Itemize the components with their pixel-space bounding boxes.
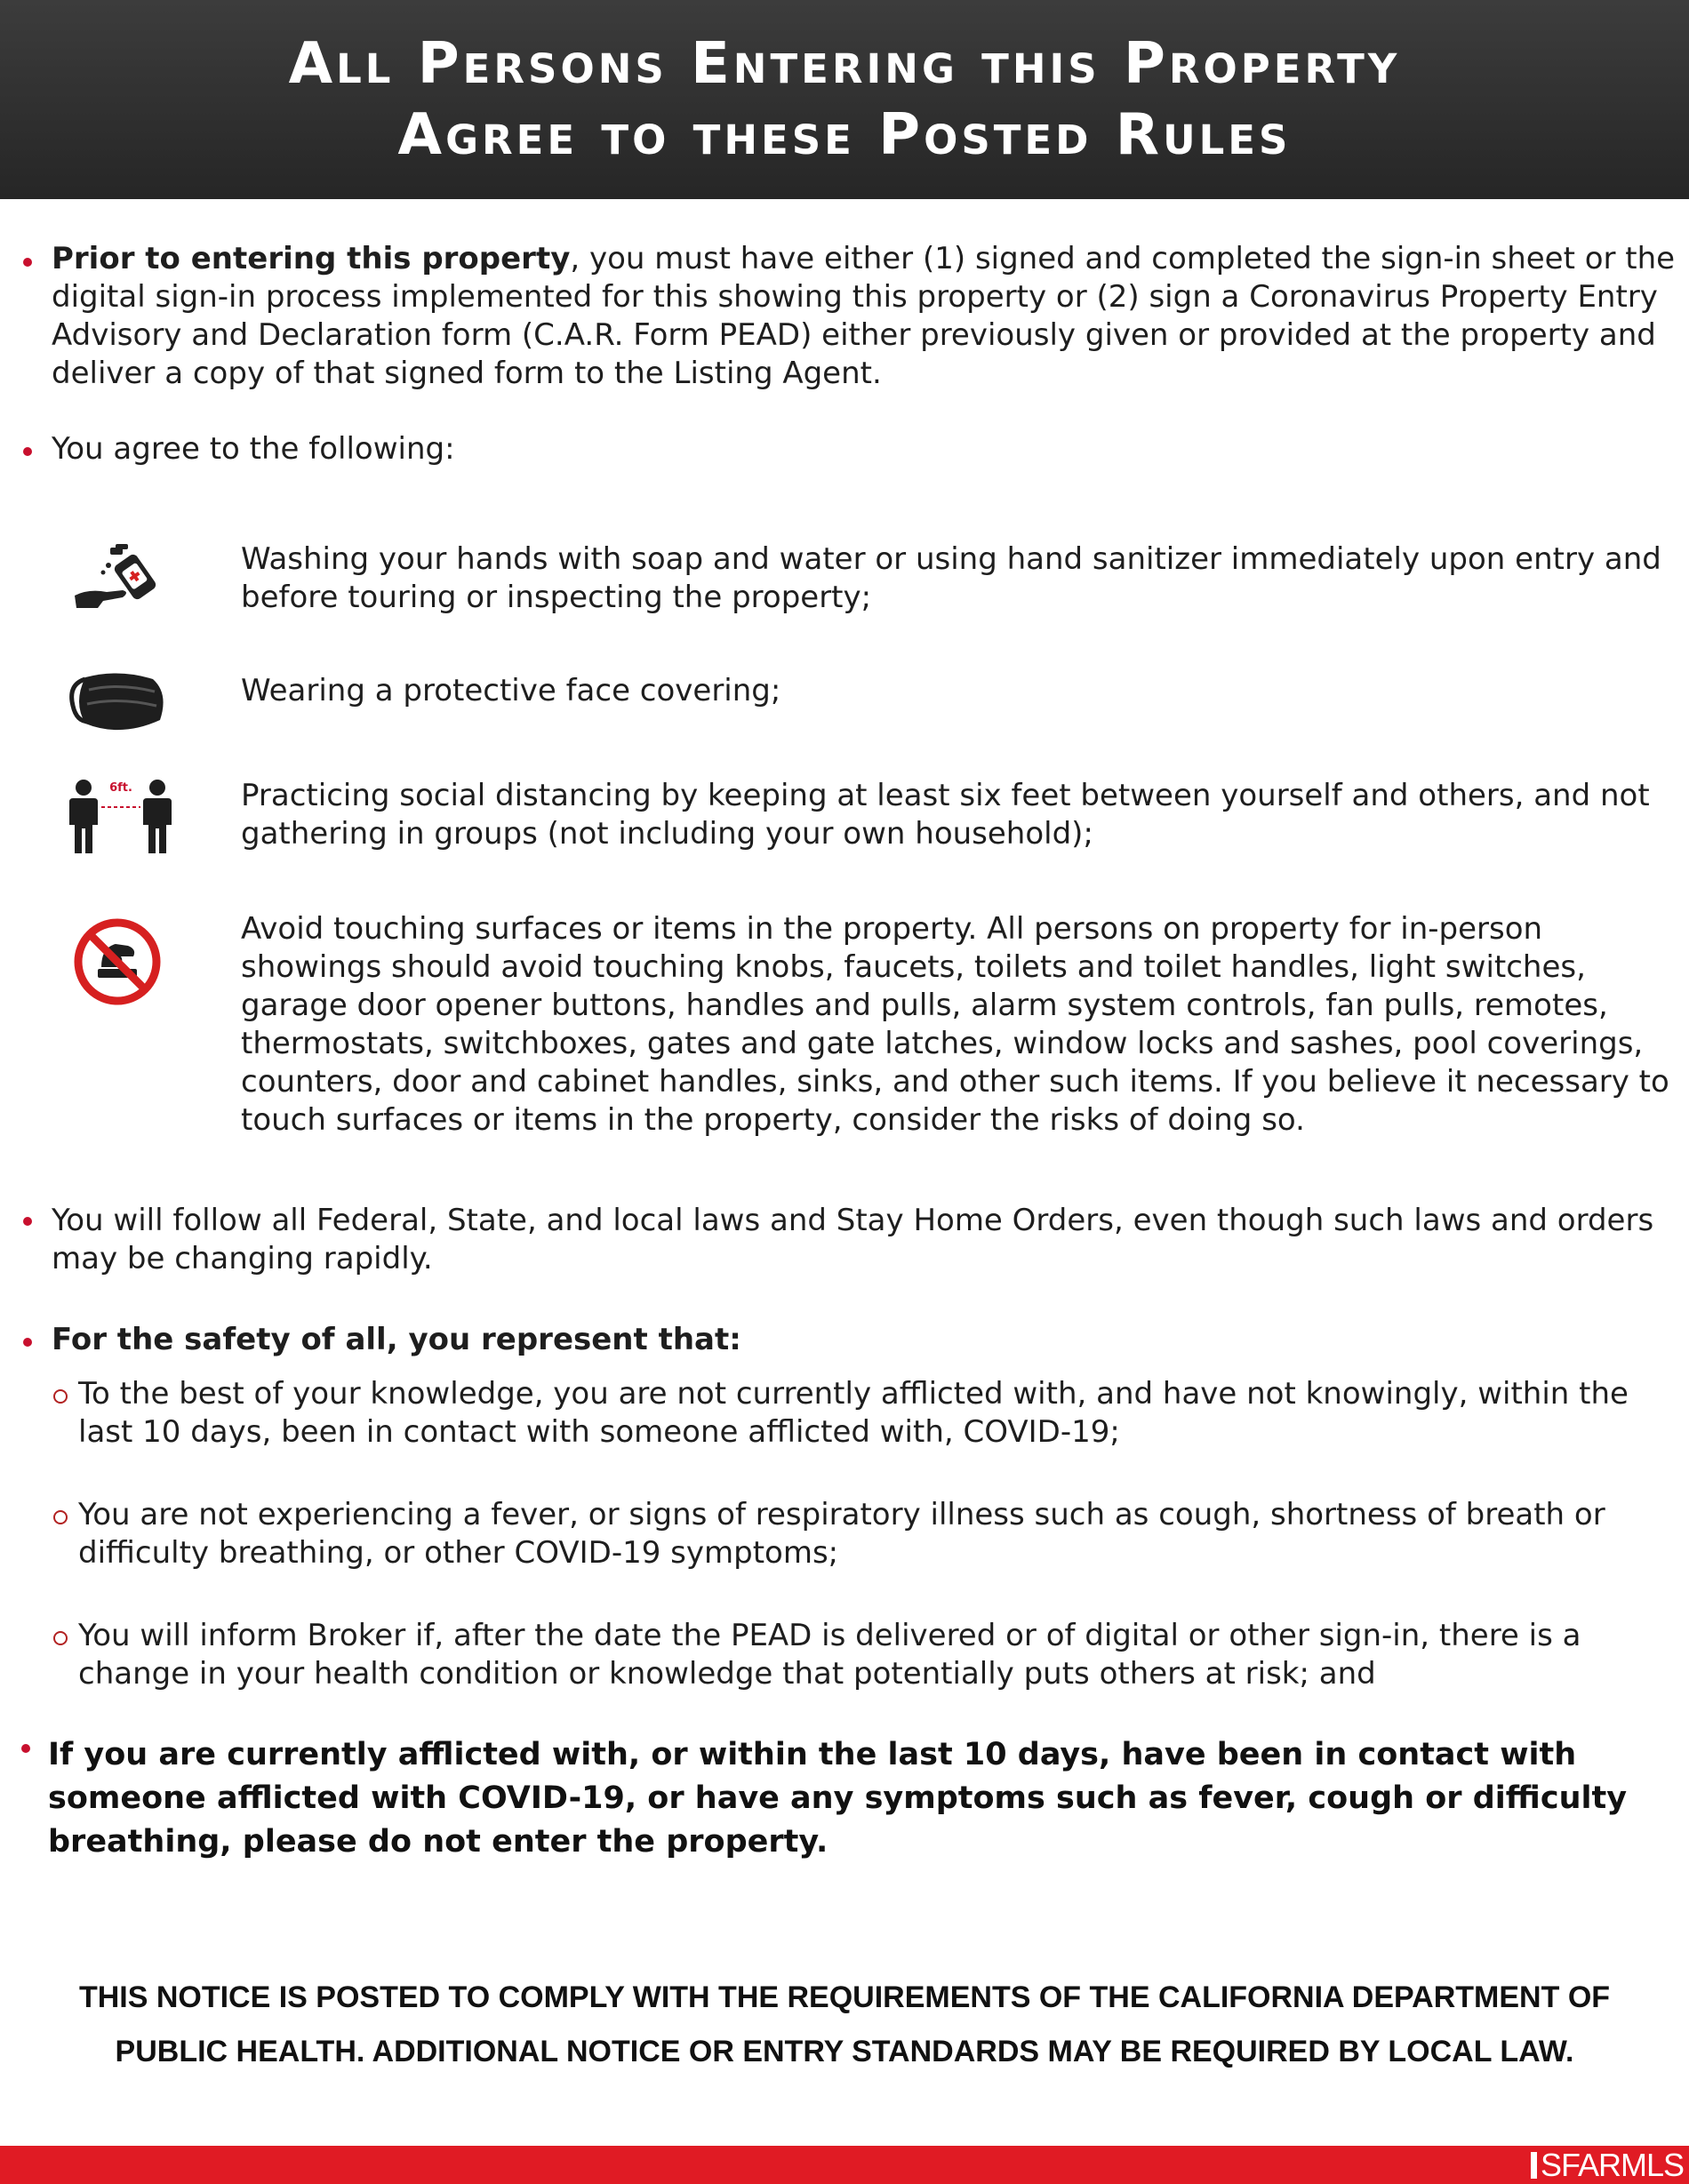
bullet-dot — [23, 1217, 32, 1226]
footer-bar — [0, 2146, 1689, 2184]
intro-text: , you must have either (1) signed and completed the sign-in sheet or the digital sign-in process implemented for this showing this property or (2) sign a Coronavirus Property Entry Advisory and Declaration form (C.A.R. Form PEAD) either previously given or provided at the property and deliver a copy of that signed form to the Listing Agent. — [52, 241, 1676, 391]
watermark-mark-icon — [1531, 2152, 1537, 2179]
sub-bullet-marker — [53, 1631, 68, 1645]
bullet-dot — [23, 1338, 32, 1347]
represent-item: You will inform Broker if, after the date the PEAD is delivered or of digital or other sign-in, there is a change in your health condition or knowledge that potentially puts others at risk; and — [78, 1618, 1581, 1692]
watermark-text: SFARMLS — [1540, 2146, 1684, 2183]
bullet-dot — [23, 258, 32, 267]
rule-text: Washing your hands with soap and water or using hand sanitizer immediately upon entry and before touring or inspecting the property; — [241, 541, 1661, 615]
rule-text: Practicing social distancing by keeping at least six feet between yourself and others, and not gathering in groups (not including your own household); — [241, 778, 1650, 852]
sfarmls-watermark — [1531, 2146, 1684, 2184]
header-title-line-2: Agree to these Posted Rules — [397, 102, 1292, 168]
sub-bullet-marker — [53, 1389, 68, 1404]
intro-paragraph — [52, 240, 1678, 393]
rule-text: Wearing a protective face covering; — [241, 673, 781, 708]
no-touching-icon — [71, 916, 164, 1009]
rule-text: Avoid touching surfaces or items in the property. All persons on property for in-person showings should avoid touching knobs, faucets, toilets and toilet handles, light switches, garage door opener buttons, handles and pulls, alarm system controls, fan pulls, remotes, thermostats, switchboxes, gates and gate latches, window locks and sashes, pool coverings, counters, door and cabinet handles, sinks, and other such items. If you believe it necessary to touch surfaces or items in the property, consider the risks of doing so. — [241, 911, 1669, 1138]
notice-line-2: PUBLIC HEALTH. ADDITIONAL NOTICE OR ENTRY STANDARDS MAY BE REQUIRED BY LOCAL LAW. — [115, 2035, 1574, 2068]
laws-paragraph: You will follow all Federal, State, and local laws and Stay Home Orders, even though such laws and orders may be changing rapidly. — [52, 1203, 1654, 1276]
intro-bold-lead: Prior to entering this property — [52, 241, 571, 276]
represent-heading: For the safety of all, you represent that: — [52, 1322, 741, 1357]
header-title-line-1: All Persons Entering this Property — [288, 31, 1401, 97]
final-warning: If you are currently afflicted with, or within the last 10 days, have been in contact with someone afflicted with COVID-19, or have any symptoms such as fever, cough or difficulty breathing, please do not enter the property. — [48, 1737, 1628, 1860]
represent-item: You are not experiencing a fever, or signs of respiratory illness such as cough, shortness of breath or difficulty breathing, or other COVID-19 symptoms; — [78, 1497, 1605, 1571]
page-header — [0, 0, 1689, 199]
sub-bullet-marker — [53, 1510, 68, 1524]
hand-sanitizer-icon — [71, 544, 173, 615]
represent-item: To the best of your knowledge, you are not currently afflicted with, and have not knowingly, within the last 10 days, been in contact with someone afflicted with, COVID-19; — [78, 1376, 1629, 1450]
agree-heading: You agree to the following: — [52, 431, 455, 467]
bullet-dot — [21, 1744, 30, 1753]
social-distance-icon — [66, 775, 177, 855]
face-mask-icon — [68, 667, 170, 738]
bullet-dot — [23, 447, 32, 456]
notice-line-1: THIS NOTICE IS POSTED TO COMPLY WITH THE REQUIREMENTS OF THE CALIFORNIA DEPARTMENT OF — [78, 1980, 1611, 2014]
distance-label: 6ft. — [109, 781, 132, 795]
